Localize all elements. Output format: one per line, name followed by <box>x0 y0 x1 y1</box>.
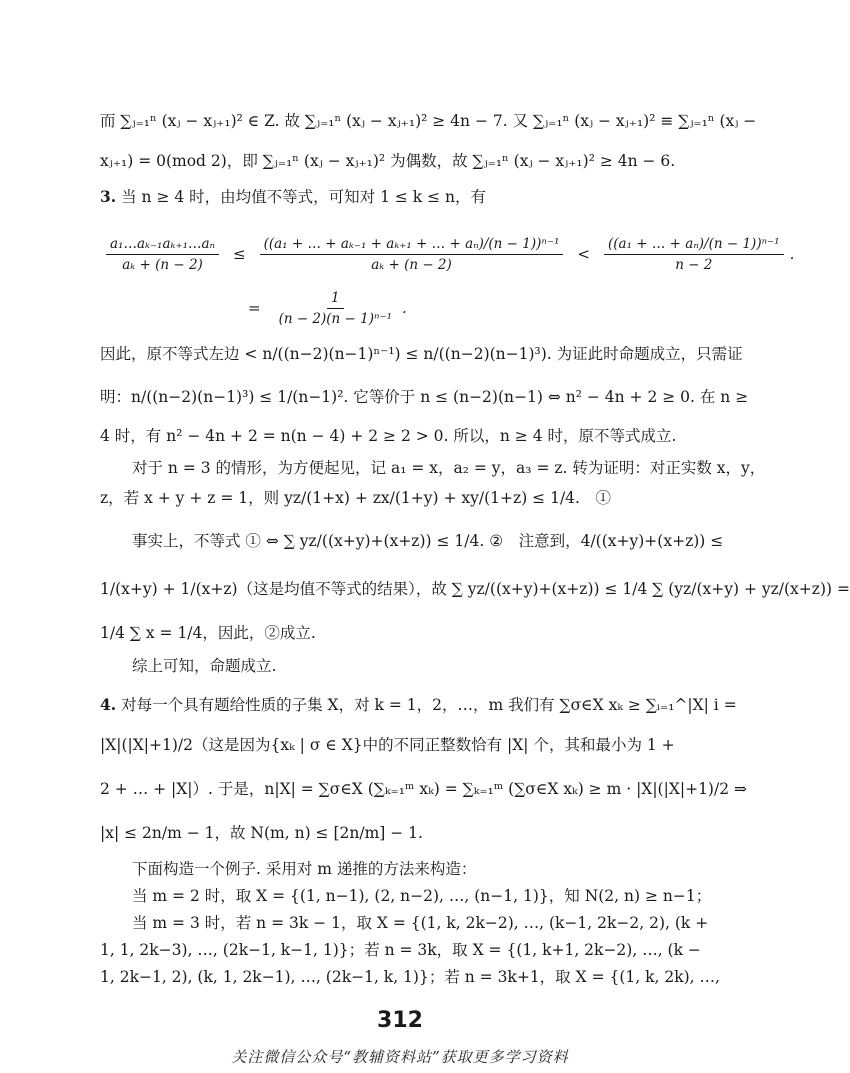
text-line: z，若 x + y + z = 1，则 yz/(1+x) + zx/(1+y) + xy/(1+z) ≤ 1/4. ① <box>100 489 611 507</box>
text-line: 4 时，有 n² − 4n + 2 = n(n − 4) + 2 ≥ 2 > 0. 所以，n ≥ 4 时，原不等式成立. <box>100 427 677 445</box>
fraction: $\frac{\text{a₁…aₖ₋₁aₖ₊₁…aₙ}}{\text{aₖ + (n − 2)}}$ <box>106 236 219 273</box>
item-text: 对每一个具有题给性质的子集 X，对 k = 1，2，…，m 我们有 ∑σ∈X xₖ ≥ ∑ᵢ₌₁^|X| i = <box>121 696 737 714</box>
text-line: 当 m = 3 时，若 n = 3k − 1，取 X = {(1, k, 2k−2), …, (k−1, 2k−2, 2), (k + <box>132 914 709 932</box>
text-line: 综上可知，命题成立. <box>132 657 277 675</box>
text-line: 1/(x+y) + 1/(x+z)（这是均值不等式的结果），故 ∑ yz/((x+y)+(x+z)) ≤ 1/4 ∑ (yz/(x+y) + yz/(x+z)) = <box>100 580 850 598</box>
text-line: 当 m = 2 时，取 X = {(1, n−1), (2, n−2), …, (n−1, 1)}，知 N(2, n) ≥ n−1； <box>132 887 712 905</box>
equation-2: = $\frac{1}{\text{(n − 2)(n − 1)ⁿ⁻¹}}$ . <box>248 289 407 327</box>
text-line: 1, 1, 2k−3), …, (2k−1, k−1, 1)}；若 n = 3k，取 X = {(1, k+1, 2k−2), …, (k − <box>100 941 701 959</box>
text-line: 1, 2k−1, 2), (k, 1, 2k−1), …, (2k−1, k, 1)}；若 n = 3k+1，取 X = {(1, k, 2k), …, <box>100 968 720 986</box>
item-text: 当 n ≥ 4 时，由均值不等式，可知对 1 ≤ k ≤ n，有 <box>121 188 487 206</box>
item-number: 3. <box>100 187 117 206</box>
text-line: 下面构造一个例子. 采用对 m 递推的方法来构造： <box>132 860 477 878</box>
text-line: 因此，原不等式左边 < n/((n−2)(n−1)ⁿ⁻¹) ≤ n/((n−2)(n−1)³). 为证此时命题成立，只需证 <box>100 345 743 363</box>
footer-note: 关注微信公众号“教辅资料站”获取更多学习资料 <box>231 1048 569 1066</box>
page-number: 312 <box>377 1008 423 1033</box>
text-line: 2 + … + |X|）. 于是，n|X| = ∑σ∈X (∑ₖ₌₁ᵐ xₖ) = ∑ₖ₌₁ᵐ (∑σ∈X xₖ) ≥ m · |X|(|X|+1)/2 ⇒ <box>100 780 747 798</box>
item-4-line <box>100 694 737 716</box>
fraction: $\frac{\text{((a₁ + … + aₙ)/(n − 1))ⁿ⁻¹}}{n - 2}$ <box>604 236 784 273</box>
fraction: $\frac{\text{((a₁ + … + aₖ₋₁ + aₖ₊₁ + … + aₙ)/(n − 1))ⁿ⁻¹}}{\text{aₖ + (n − 2)}}$ <box>260 236 564 273</box>
text-line: xⱼ₊₁) = 0(mod 2)，即 ∑ⱼ₌₁ⁿ (xⱼ − xⱼ₊₁)² 为偶数，故 ∑ⱼ₌₁ⁿ (xⱼ − xⱼ₊₁)² ≥ 4n − 6. <box>100 152 676 170</box>
item-3-intro <box>100 186 710 208</box>
text-line: 明：n/((n−2)(n−1)³) ≤ 1/(n−1)². 它等价于 n ≤ (n−2)(n−1) ⇔ n² − 4n + 2 ≥ 0. 在 n ≥ <box>100 388 749 406</box>
text-line: |X|(|X|+1)/2（这是因为{xₖ | σ ∈ X}中的不同正整数恰有 |X| 个，其和最小为 1 + <box>100 736 675 754</box>
fraction: $\frac{1}{\text{(n − 2)(n − 1)ⁿ⁻¹}}$ <box>278 289 393 327</box>
item-number: 4. <box>100 695 117 714</box>
text-line: 1/4 ∑ x = 1/4，因此，②成立. <box>100 624 316 642</box>
equation-1: $\frac{\text{a₁…aₖ₋₁aₖ₊₁…aₙ}}{\text{aₖ + (n − 2)}}$ ≤ $\frac{\text{((a₁ + … + aₖ₋₁ + aₖ₊₁ + … + aₙ)/(n − 1))ⁿ⁻¹}}{\text{aₖ + (n − 2)}}$ < $\frac{\text{((a₁ + … + aₙ)/(n − 1))ⁿ⁻¹}}{n - 2}$ . <box>100 222 710 286</box>
text-line: 而 ∑ⱼ₌₁ⁿ (xⱼ − xⱼ₊₁)² ∈ Z. 故 ∑ⱼ₌₁ⁿ (xⱼ − xⱼ₊₁)² ≥ 4n − 7. 又 ∑ⱼ₌₁ⁿ (xⱼ − xⱼ₊₁)² ≡ ∑ⱼ₌₁ⁿ (xⱼ − <box>100 112 757 130</box>
text-line: 对于 n = 3 的情形，为方便起见，记 a₁ = x，a₂ = y，a₃ = z. 转为证明：对正实数 x，y， <box>132 459 766 477</box>
text-line: 事实上，不等式 ① ⇔ ∑ yz/((x+y)+(x+z)) ≤ 1/4. ② 注意到，4/((x+y)+(x+z)) ≤ <box>132 532 724 550</box>
text-line: |x| ≤ 2n/m − 1，故 N(m, n) ≤ [2n/m] − 1. <box>100 824 423 842</box>
